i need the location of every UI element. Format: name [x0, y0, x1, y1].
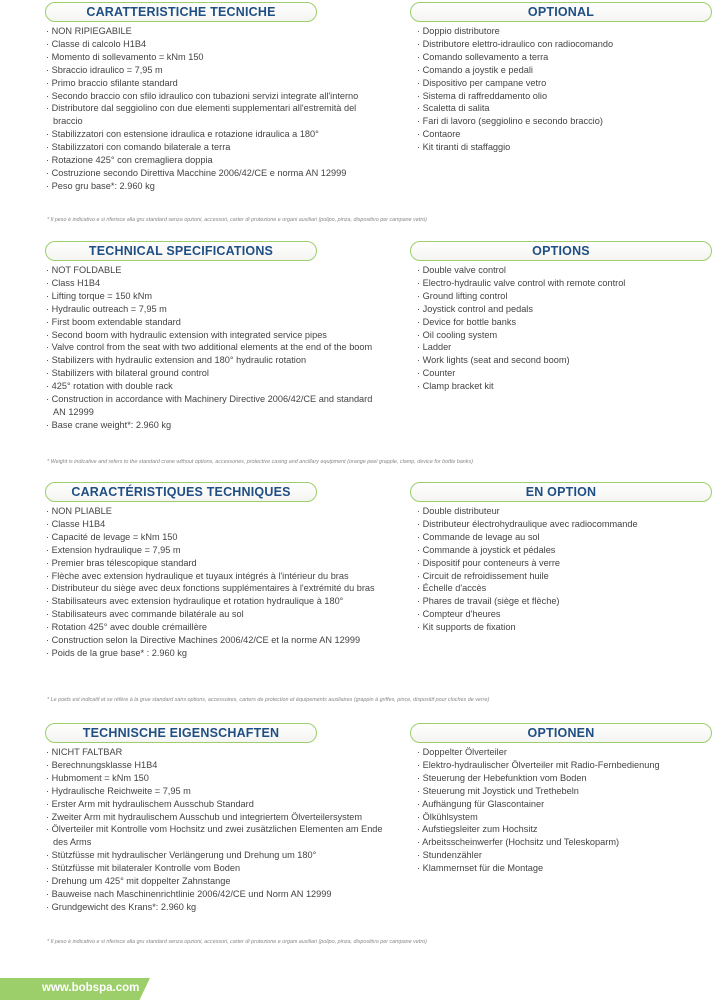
options-title: OPTIONEN	[527, 726, 595, 740]
options-list	[410, 505, 710, 634]
list-item: · Kit tiranti di staffaggio	[410, 141, 710, 154]
list-item: · Grundgewicht des Krans*: 2.960 kg	[45, 901, 385, 914]
list-item: · Ölverteiler mit Kontrolle vom Hochsitz und zwei zusätzlichen Elementen am Ende des Arms	[45, 823, 385, 849]
list-item: · Hydraulic outreach = 7,95 m	[45, 303, 385, 316]
options-list	[410, 746, 710, 875]
list-item: · Electro-hydraulic valve control with remote control	[410, 277, 710, 290]
list-item: · Stabilisateurs avec commande bilatérale au sol	[45, 608, 385, 621]
list-item: · Klammernset für die Montage	[410, 862, 710, 875]
list-item: · Primo braccio sfilante standard	[45, 77, 385, 90]
list-item: · Stabilizers with bilateral ground control	[45, 367, 385, 380]
list-item: · Ölkühlsystem	[410, 811, 710, 824]
list-item: · Distributore dal seggiolino con due elementi supplementari all'estremità del braccio	[45, 102, 385, 128]
list-item: · NON RIPIEGABILE	[45, 25, 385, 38]
list-item: · Dispositivo per campane vetro	[410, 77, 710, 90]
list-item: · Fari di lavoro (seggiolino e secondo braccio)	[410, 115, 710, 128]
list-item: · Drehung um 425° mit doppelter Zahnstange	[45, 875, 385, 888]
list-item: · Comando sollevamento a terra	[410, 51, 710, 64]
list-item: · Capacité de levage = kNm 150	[45, 531, 385, 544]
options-list	[410, 264, 710, 393]
list-item: · Circuit de refroidissement huile	[410, 570, 710, 583]
specs-list	[45, 746, 385, 914]
specs-title: TECHNISCHE EIGENSCHAFTEN	[82, 726, 280, 740]
list-item: · Classe di calcolo H1B4	[45, 38, 385, 51]
list-item: · Kit supports de fixation	[410, 621, 710, 634]
list-item: · Base crane weight*: 2.960 kg	[45, 419, 385, 432]
options-title: OPTIONS	[532, 244, 590, 258]
website-link[interactable]: www.bobspa.com	[42, 982, 140, 994]
list-item: · Poids de la grue base* : 2.960 kg	[45, 647, 385, 660]
list-item: · Double distributeur	[410, 505, 710, 518]
list-item: · Secondo braccio con sfilo idraulico con tubazioni servizi integrate all'interno	[45, 90, 385, 103]
list-item: · Doppio distributore	[410, 25, 710, 38]
list-item: · Elektro-hydraulischer Ölverteiler mit Radio-Fernbedienung	[410, 759, 710, 772]
list-item: · Hydraulische Reichweite = 7,95 m	[45, 785, 385, 798]
list-item: · Aufhängung für Glascontainer	[410, 798, 710, 811]
list-item: · Extension hydraulique = 7,95 m	[45, 544, 385, 557]
list-item: · 425° rotation with double rack	[45, 380, 385, 393]
specs-header	[45, 2, 317, 22]
list-item: · Comando a joystik e pedali	[410, 64, 710, 77]
specs-header	[45, 723, 317, 743]
specs-column	[45, 241, 385, 432]
options-header	[410, 241, 712, 261]
list-item: · Contaore	[410, 128, 710, 141]
list-item: · Stützfüsse mit bilateraler Kontrolle vom Boden	[45, 862, 385, 875]
specs-column	[45, 723, 385, 914]
options-column	[410, 241, 710, 393]
specs-column	[45, 482, 385, 660]
list-item: · Stabilizers with hydraulic extension and 180° hydraulic rotation	[45, 354, 385, 367]
weight-footnote: * Il peso è indicativo e si riferisce alla gru standard senza opzioni, accessori, carter di protezione e organi ausiliari (polipo, pinza, dispositivo per campane vetro)	[47, 939, 427, 945]
specs-title: CARATTERISTICHE TECNICHE	[86, 5, 276, 19]
list-item: · Stabilizzatori con comando bilaterale a terra	[45, 141, 385, 154]
list-item: · Oil cooling system	[410, 329, 710, 342]
list-item: · Joystick control and pedals	[410, 303, 710, 316]
list-item: · Device for bottle banks	[410, 316, 710, 329]
list-item: · Ground lifting control	[410, 290, 710, 303]
options-title: EN OPTION	[525, 485, 597, 499]
options-title: OPTIONAL	[527, 5, 595, 19]
list-item: · Phares de travail (siège et flèche)	[410, 595, 710, 608]
list-item: · Commande de levage au sol	[410, 531, 710, 544]
options-column	[410, 2, 710, 154]
list-item: · Stabilizzatori con estensione idraulica e rotazione idraulica a 180°	[45, 128, 385, 141]
specs-header	[45, 482, 317, 502]
list-item: · Counter	[410, 367, 710, 380]
specs-list	[45, 264, 385, 432]
list-item: · NOT FOLDABLE	[45, 264, 385, 277]
list-item: · Sistema di raffreddamento olio	[410, 90, 710, 103]
list-item: · Sbraccio idraulico = 7,95 m	[45, 64, 385, 77]
list-item: · Stabilisateurs avec extension hydraulique et rotation hydraulique à 180°	[45, 595, 385, 608]
specs-header	[45, 241, 317, 261]
list-item: · Bauweise nach Maschinenrichtlinie 2006/42/CE und Norm AN 12999	[45, 888, 385, 901]
list-item: · Construction in accordance with Machinery Directive 2006/42/CE and standard AN 12999	[45, 393, 385, 419]
list-item: · Flèche avec extension hydraulique et tuyaux intégrés à l'intérieur du bras	[45, 570, 385, 583]
specs-column	[45, 2, 385, 193]
specs-title: CARACTÉRISTIQUES TECHNIQUES	[71, 485, 291, 499]
list-item: · Second boom with hydraulic extension with integrated service pipes	[45, 329, 385, 342]
list-item: · Double valve control	[410, 264, 710, 277]
list-item: · Scaletta di salita	[410, 102, 710, 115]
list-item: · Hubmoment = kNm 150	[45, 772, 385, 785]
options-header	[410, 723, 712, 743]
list-item: · NICHT FALTBAR	[45, 746, 385, 759]
specs-title: TECHNICAL SPECIFICATIONS	[88, 244, 274, 258]
list-item: · NON PLIABLE	[45, 505, 385, 518]
list-item: · Rotation 425° avec double crémaillère	[45, 621, 385, 634]
list-item: · Momento di sollevamento = kNm 150	[45, 51, 385, 64]
list-item: · Steuerung mit Joystick und Trethebeln	[410, 785, 710, 798]
list-item: · Clamp bracket kit	[410, 380, 710, 393]
list-item: · Steuerung der Hebefunktion vom Boden	[410, 772, 710, 785]
options-header	[410, 2, 712, 22]
list-item: · Échelle d'accès	[410, 582, 710, 595]
list-item: · Rotazione 425° con cremagliera doppia	[45, 154, 385, 167]
specs-list	[45, 505, 385, 660]
list-item: · Stundenzähler	[410, 849, 710, 862]
options-column	[410, 482, 710, 634]
list-item: · Arbeitsscheinwerfer (Hochsitz und Teleskoparm)	[410, 836, 710, 849]
list-item: · Classe H1B4	[45, 518, 385, 531]
list-item: · Dispositif pour conteneurs à verre	[410, 557, 710, 570]
weight-footnote: * Le poids est indicatif et se réfère à la grue standard sans options, accessoires, carters de protection et équipements auxiliaires (grappin à griffes, pince, dispositif pour cloches de verre)	[47, 697, 490, 703]
list-item: · Zweiter Arm mit hydraulischem Ausschub und integriertem Ölverteilersystem	[45, 811, 385, 824]
weight-footnote: * Il peso è indicativo e si riferisce alla gru standard senza opzioni, accessori, carter di protezione e organi ausiliari (polipo, pinza, dispositivo per campane vetro)	[47, 217, 427, 223]
list-item: · Distributeur électrohydraulique avec radiocommande	[410, 518, 710, 531]
list-item: · Valve control from the seat with two additional elements at the end of the boom	[45, 341, 385, 354]
list-item: · Ladder	[410, 341, 710, 354]
list-item: · Class H1B4	[45, 277, 385, 290]
list-item: · Stützfüsse mit hydraulischer Verlängerung und Drehung um 180°	[45, 849, 385, 862]
specs-list	[45, 25, 385, 193]
list-item: · Construction selon la Directive Machines 2006/42/CE et la norme AN 12999	[45, 634, 385, 647]
list-item: · Lifting torque = 150 kNm	[45, 290, 385, 303]
options-column	[410, 723, 710, 875]
list-item: · Distributore elettro-idraulico con radiocomando	[410, 38, 710, 51]
list-item: · Work lights (seat and second boom)	[410, 354, 710, 367]
weight-footnote: * Weight is indicative and refers to the standard crane without options, accessories, protective casing and ancillary equipment (orange peel grapple, clamp, device for bottle banks)	[47, 459, 473, 465]
list-item: · Costruzione secondo Direttiva Macchine 2006/42/CE e norma AN 12999	[45, 167, 385, 180]
list-item: · Doppelter Ölverteiler	[410, 746, 710, 759]
list-item: · Aufstiegsleiter zum Hochsitz	[410, 823, 710, 836]
list-item: · Premier bras télescopique standard	[45, 557, 385, 570]
options-list	[410, 25, 710, 154]
list-item: · Compteur d'heures	[410, 608, 710, 621]
list-item: · Peso gru base*: 2.960 kg	[45, 180, 385, 193]
list-item: · Erster Arm mit hydraulischem Ausschub Standard	[45, 798, 385, 811]
list-item: · First boom extendable standard	[45, 316, 385, 329]
list-item: · Berechnungsklasse H1B4	[45, 759, 385, 772]
options-header	[410, 482, 712, 502]
list-item: · Distributeur du siège avec deux fonctions supplémentaires à l'extrémité du bras	[45, 582, 385, 595]
list-item: · Commande à joystick et pédales	[410, 544, 710, 557]
